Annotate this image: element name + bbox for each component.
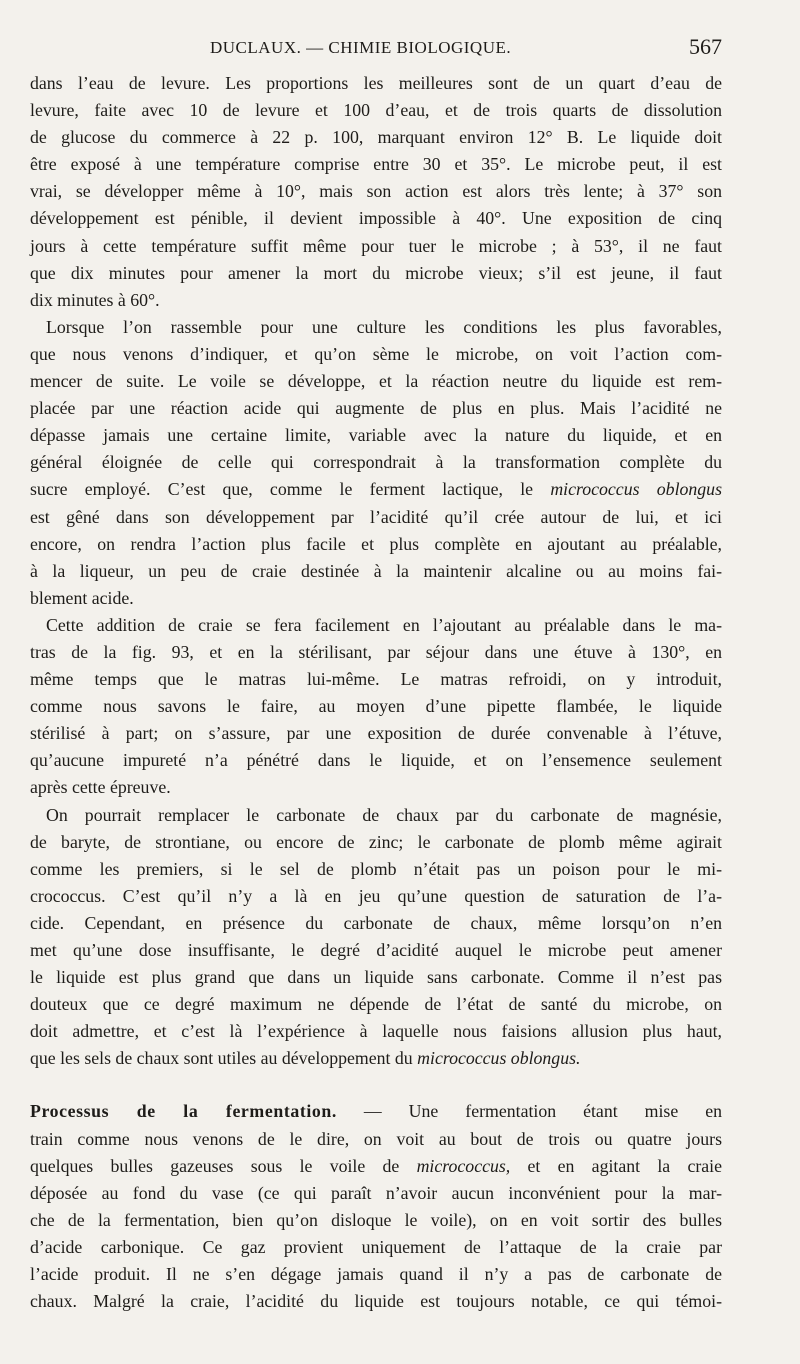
text-line: qu’aucune impureté n’a pénétré dans le liquide, et on l’ensemence seulement	[30, 750, 722, 771]
text-line: che de la fermentation, bien qu’on disloque le voile), on en voit sortir des bulles	[30, 1209, 722, 1230]
text-fragment: et en agitant la craie	[510, 1155, 722, 1176]
italic-term: micrococcus oblongus	[550, 479, 722, 500]
text-line: train comme nous venons de le dire, on voit au bout de trois ou quatre jours	[30, 1128, 722, 1149]
text-line: est gêné dans son développement par l’acidité qu’il crée autour de lui, et ici	[30, 506, 722, 527]
section-title: Processus de la fermentation.	[30, 1101, 337, 1122]
text-line: met qu’une dose insuffisante, le degré d’acidité auquel le microbe peut amener	[30, 940, 722, 960]
text-line: que nous venons d’indiquer, et qu’on sème le microbe, on voit l’action com-	[30, 343, 722, 364]
text-line: être exposé à une température comprise entre 30 et 35°. Le microbe peut, il est	[30, 154, 722, 175]
text-line: développement est pénible, il devient impossible à 40°. Une exposition de cinq	[30, 208, 722, 229]
text-line: Lorsque l’on rassemble pour une culture les conditions les plus favorables,	[46, 316, 722, 337]
paragraph-2	[30, 314, 722, 612]
text-line: tras de la fig. 93, et en la stérilisant, par séjour dans une étuve à 130°, en	[30, 641, 722, 662]
text-line: le liquide est plus grand que dans un liquide sans carbonate. Comme il n’est pas	[30, 967, 722, 988]
paragraph-3	[30, 612, 722, 802]
page-header	[30, 34, 722, 62]
text-fragment: — Une fermentation étant mise en	[336, 1101, 722, 1122]
text-line: même temps que le matras lui-même. Le matras refroidi, on y introduit,	[30, 669, 722, 690]
text-line: général éloignée de celle qui correspondrait à la transformation complète du	[30, 452, 722, 473]
text-line: douteux que ce degré maximum ne dépende de l’état de santé du microbe, on	[30, 994, 722, 1015]
text-line: doit admettre, et c’est là l’expérience à laquelle nous faisions allusion plus haut,	[30, 1021, 722, 1042]
text-line: dépasse jamais une certaine limite, variable avec la nature du liquide, et en	[30, 425, 722, 446]
text-line: vrai, se développer même à 10°, mais son action est alors très lente; à 37° son	[30, 181, 722, 202]
paragraph-4	[30, 802, 722, 1073]
text-line: stérilisé à part; on s’assure, par une exposition de durée convenable à l’étuve,	[30, 723, 722, 744]
italic-term: micrococcus oblongus.	[417, 1048, 581, 1069]
running-title: DUCLAUX. — CHIMIE BIOLOGIQUE.	[210, 38, 512, 57]
paragraph-5	[30, 1098, 722, 1315]
text-fragment: quelques bulles gazeuses sous le voile de	[30, 1155, 400, 1176]
text-fragment: que les sels de chaux sont utiles au développement du	[30, 1048, 413, 1069]
text-line: comme les premiers, si le sel de plomb n’était pas un poison pour le mi-	[30, 858, 722, 879]
text-line: déposée au fond du vase (ce qui paraît n’avoir aucun inconvénient pour la mar-	[30, 1182, 722, 1203]
text-line	[30, 1153, 722, 1180]
text-line: chaux. Malgré la craie, l’acidité du liquide est toujours notable, ce qui témoi-	[30, 1291, 722, 1312]
text-line: mencer de suite. Le voile se développe, et la réaction neutre du liquide est rem-	[30, 371, 722, 392]
text-line: que dix minutes pour amener la mort du microbe vieux; s’il est jeune, il faut	[30, 262, 722, 283]
paragraph-1	[30, 70, 722, 314]
text-line: crococcus. C’est qu’il n’y a là en jeu qu’une question de saturation de l’a-	[30, 885, 722, 906]
text-line: de glucose du commerce à 22 p. 100, marquant environ 12° B. Le liquide doit	[30, 127, 722, 148]
text-line: après cette épreuve.	[30, 777, 171, 798]
text-line: d’acide carbonique. Ce gaz provient uniquement de l’attaque de la craie par	[30, 1236, 722, 1257]
text-line: cide. Cependant, en présence du carbonate de chaux, même lorsqu’on n’en	[30, 912, 722, 933]
text-line: l’acide produit. Il ne s’en dégage jamais quand il n’y a pas de carbonate de	[30, 1264, 722, 1285]
page-number: 567	[689, 34, 722, 59]
text-fragment: sucre employé. C’est que, comme le ferment lactique, le	[30, 479, 534, 500]
text-line: On pourrait remplacer le carbonate de chaux par du carbonate de magnésie,	[46, 804, 722, 825]
text-line: comme nous savons le faire, au moyen d’une pipette flambée, le liquide	[30, 696, 722, 717]
text-line: levure, faite avec 10 de levure et 100 d’eau, et de trois quarts de dissolution	[30, 100, 722, 121]
italic-term: micrococcus,	[416, 1155, 511, 1176]
text-line: à la liqueur, un peu de craie destinée à la maintenir alcaline ou au moins fai-	[30, 560, 722, 581]
text-line: dix minutes à 60°.	[30, 289, 160, 310]
document-page	[30, 34, 722, 1315]
text-line: de baryte, de strontiane, ou encore de zinc; le carbonate de plomb même agirait	[30, 831, 722, 852]
text-line	[30, 1098, 722, 1125]
text-line: dans l’eau de levure. Les proportions les meilleures sont de un quart d’eau de	[30, 73, 722, 93]
text-line	[30, 476, 722, 503]
text-line: Cette addition de craie se fera facilement en l’ajoutant au préalable dans le ma-	[46, 614, 722, 635]
text-line: encore, on rendra l’action plus facile et plus complète en ajoutant au préalable,	[30, 533, 722, 554]
text-line: blement acide.	[30, 587, 134, 608]
section-gap	[30, 1072, 722, 1098]
text-line: placée par une réaction acide qui augmente de plus en plus. Mais l’acidité ne	[30, 398, 722, 419]
text-line	[30, 1045, 722, 1072]
text-line: jours à cette température suffit même pour tuer le microbe ; à 53°, il ne faut	[30, 235, 722, 256]
